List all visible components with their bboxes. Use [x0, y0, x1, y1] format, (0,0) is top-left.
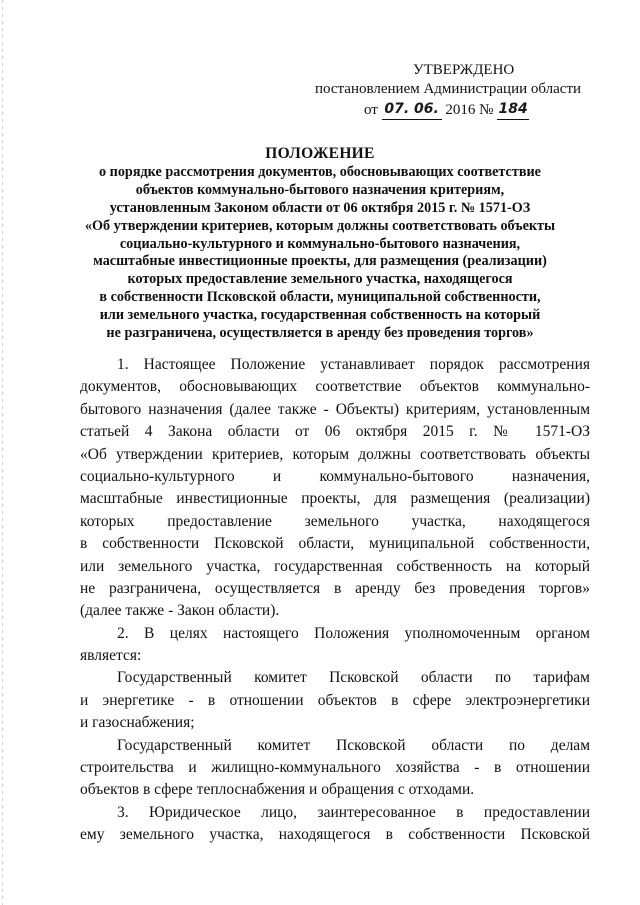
text-line: и энергетике - в отношении объектов в сфере электроэнергетики	[80, 691, 590, 709]
title-line: которых предоставление земельного участка, находящегося	[127, 271, 513, 288]
paragraph-5	[80, 802, 590, 847]
title-line: не разграничена, осуществляется в аренду без проведения торгов»	[106, 325, 534, 342]
text-line: ему земельного участка, находящегося в собственности Псковской	[80, 826, 590, 844]
title-line: установленным Законом области от 06 октября 2015 г. № 1571-ОЗ	[109, 199, 531, 216]
text-line: 2. В целях настоящего Положения уполномоченным органом	[117, 624, 590, 642]
paragraph-3	[80, 667, 590, 734]
text-line: «Об утверждении критериев, которым должны соответствовать объекты	[80, 445, 590, 463]
text-line: 3. Юридическое лицо, заинтересованное в предоставлении	[117, 803, 590, 821]
title-line: в собственности Псковской области, муниципальной собственности,	[99, 289, 541, 306]
title-line: объектов коммунально-бытового назначения критериям,	[135, 181, 505, 198]
text-line: является:	[80, 647, 142, 665]
text-line: (далее также - Закон области).	[80, 602, 280, 620]
text-line: или земельного участка, государственная собственность на который	[80, 557, 590, 575]
title-line: или земельного участка, государственная собственность на который	[99, 307, 541, 324]
text-line: 1. Настоящее Положение устанавливает порядок рассмотрения	[117, 356, 590, 373]
title-line: масштабные инвестиционные проекты, для размещения (реализации)	[93, 253, 547, 270]
paragraph-4	[80, 735, 590, 802]
document-body	[80, 354, 590, 847]
text-line: Государственный комитет Псковской области по делам	[117, 736, 590, 754]
text-line: объектов в сфере теплоснабжения и обращения с отходами.	[80, 781, 475, 799]
text-line: не разграничена, осуществляется в аренду без проведения торгов»	[80, 579, 590, 597]
paragraph-1	[80, 354, 590, 623]
text-line: и газоснабжения;	[80, 714, 195, 732]
text-line: статьей 4 Закона области от 06 октября 2015 г. № 1571-ОЗ	[80, 423, 590, 441]
text-line: бытового назначения (далее также - Объекты) критериям, установленным	[80, 400, 590, 418]
date-prefix: от	[364, 102, 378, 118]
handwritten-date: 07. 06.	[382, 99, 442, 120]
scan-edge	[2, 0, 3, 905]
approval-subheading: постановлением Администрации области	[315, 81, 582, 97]
title-line: социально-культурного и коммунально-бытового назначения,	[119, 235, 521, 252]
text-line: Государственный комитет Псковской области по тарифам	[117, 669, 590, 687]
approval-date-line	[364, 100, 529, 122]
document-title	[60, 145, 580, 343]
paragraph-2	[80, 623, 590, 668]
text-line: в собственности Псковской области, муниципальной собственности,	[80, 535, 590, 553]
title-line: «Об утверждении критериев, которым должны соответствовать объекты	[84, 217, 556, 234]
title-main: ПОЛОЖЕНИЕ	[265, 145, 375, 162]
handwritten-number: 184	[497, 99, 529, 120]
text-line: документов, обосновывающих соответствие объектов коммунально-	[80, 378, 590, 396]
text-line: социально-культурного и коммунально-бытового назначения,	[80, 467, 590, 485]
approval-heading: УТВЕРЖДЕНО	[413, 62, 515, 78]
text-line: масштабные инвестиционные проекты, для размещения (реализации)	[80, 490, 590, 508]
text-line: которых предоставление земельного участка, находящегося	[80, 512, 590, 530]
year-text: 2016 №	[445, 102, 494, 118]
text-line: строительства и жилищно-коммунального хозяйства - в отношении	[80, 759, 590, 777]
title-line: о порядке рассмотрения документов, обосновывающих соответствие	[99, 163, 541, 180]
